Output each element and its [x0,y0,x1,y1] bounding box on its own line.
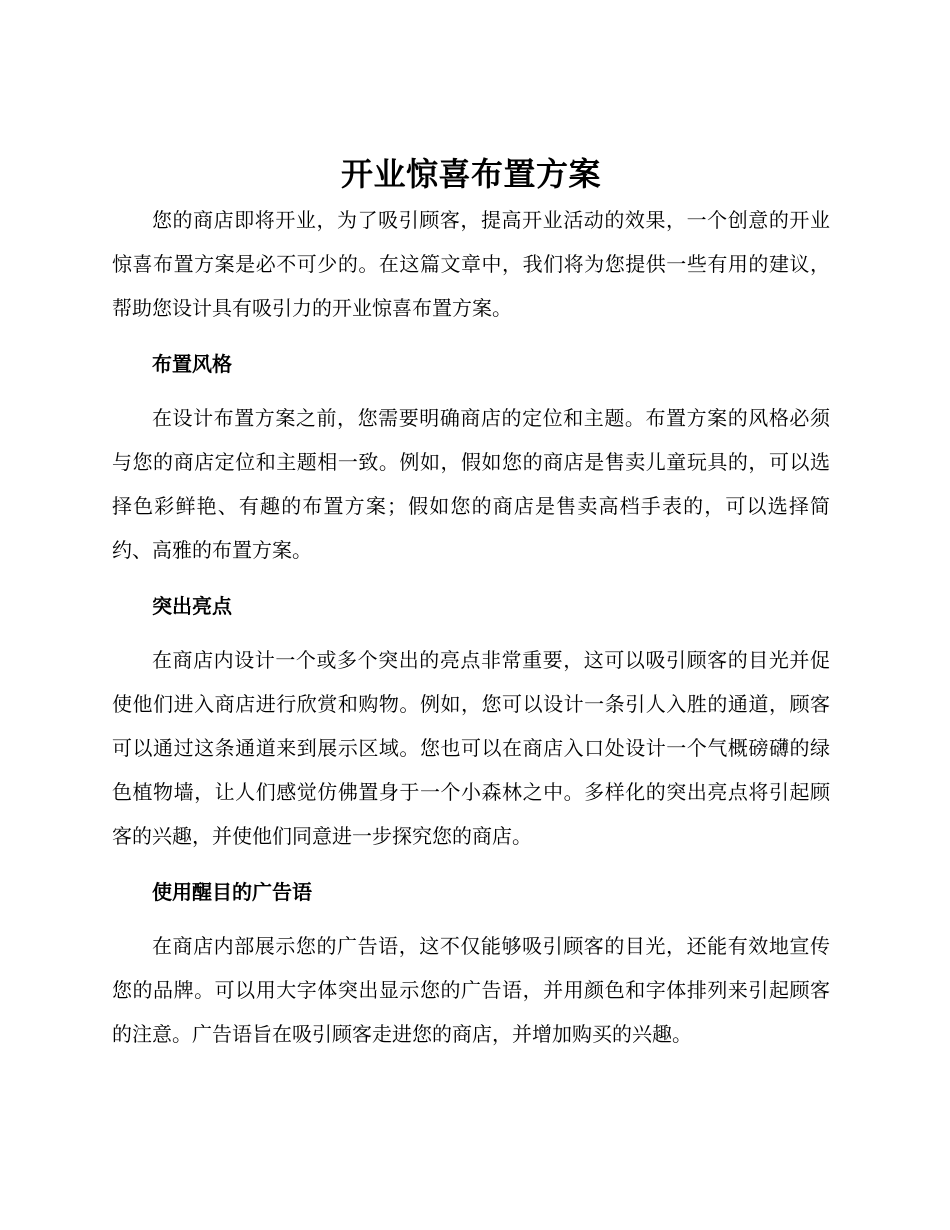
section-heading: 布置风格 [152,352,232,376]
section-body: 在商店内部展示您的广告语，这不仅能够吸引顾客的目光，还能有效地宣传您的品牌。可以用大字体突出显示您的广告语，并用颜色和字体排列来引起顾客的注意。广告语旨在吸引顾客走进您的商店，并增加购买的兴趣。 [112,934,830,1046]
document-title: 开业惊喜布置方案 [340,155,601,193]
document-page [112,148,830,1056]
section-heading: 使用醒目的广告语 [152,880,312,904]
section-slogan [112,878,830,1056]
intro-paragraph: 您的商店即将开业，为了吸引顾客，提高开业活动的效果，一个创意的开业惊喜布置方案是必不可少的。在这篇文章中，我们将为您提供一些有用的建议，帮助您设计具有吸引力的开业惊喜布置方案。 [112,208,830,320]
section-heading: 突出亮点 [152,594,232,618]
section-layout-style [112,350,830,572]
section-body: 在设计布置方案之前，您需要明确商店的定位和主题。布置方案的风格必须与您的商店定位和主题相一致。例如，假如您的商店是售卖儿童玩具的，可以选择色彩鲜艳、有趣的布置方案；假如您的商店是售卖高档手表的，可以选择简约、高雅的布置方案。 [112,406,830,562]
section-body: 在商店内设计一个或多个突出的亮点非常重要，这可以吸引顾客的目光并促使他们进入商店进行欣赏和购物。例如，您可以设计一条引人入胜的通道，顾客可以通过这条通道来到展示区域。您也可以在商店入口处设计一个气概磅礴的绿色植物墙，让人们感觉仿佛置身于一个小森林之中。多样化的突出亮点将引起顾客的兴趣，并使他们同意进一步探究您的商店。 [112,648,830,848]
section-highlights [112,592,830,858]
